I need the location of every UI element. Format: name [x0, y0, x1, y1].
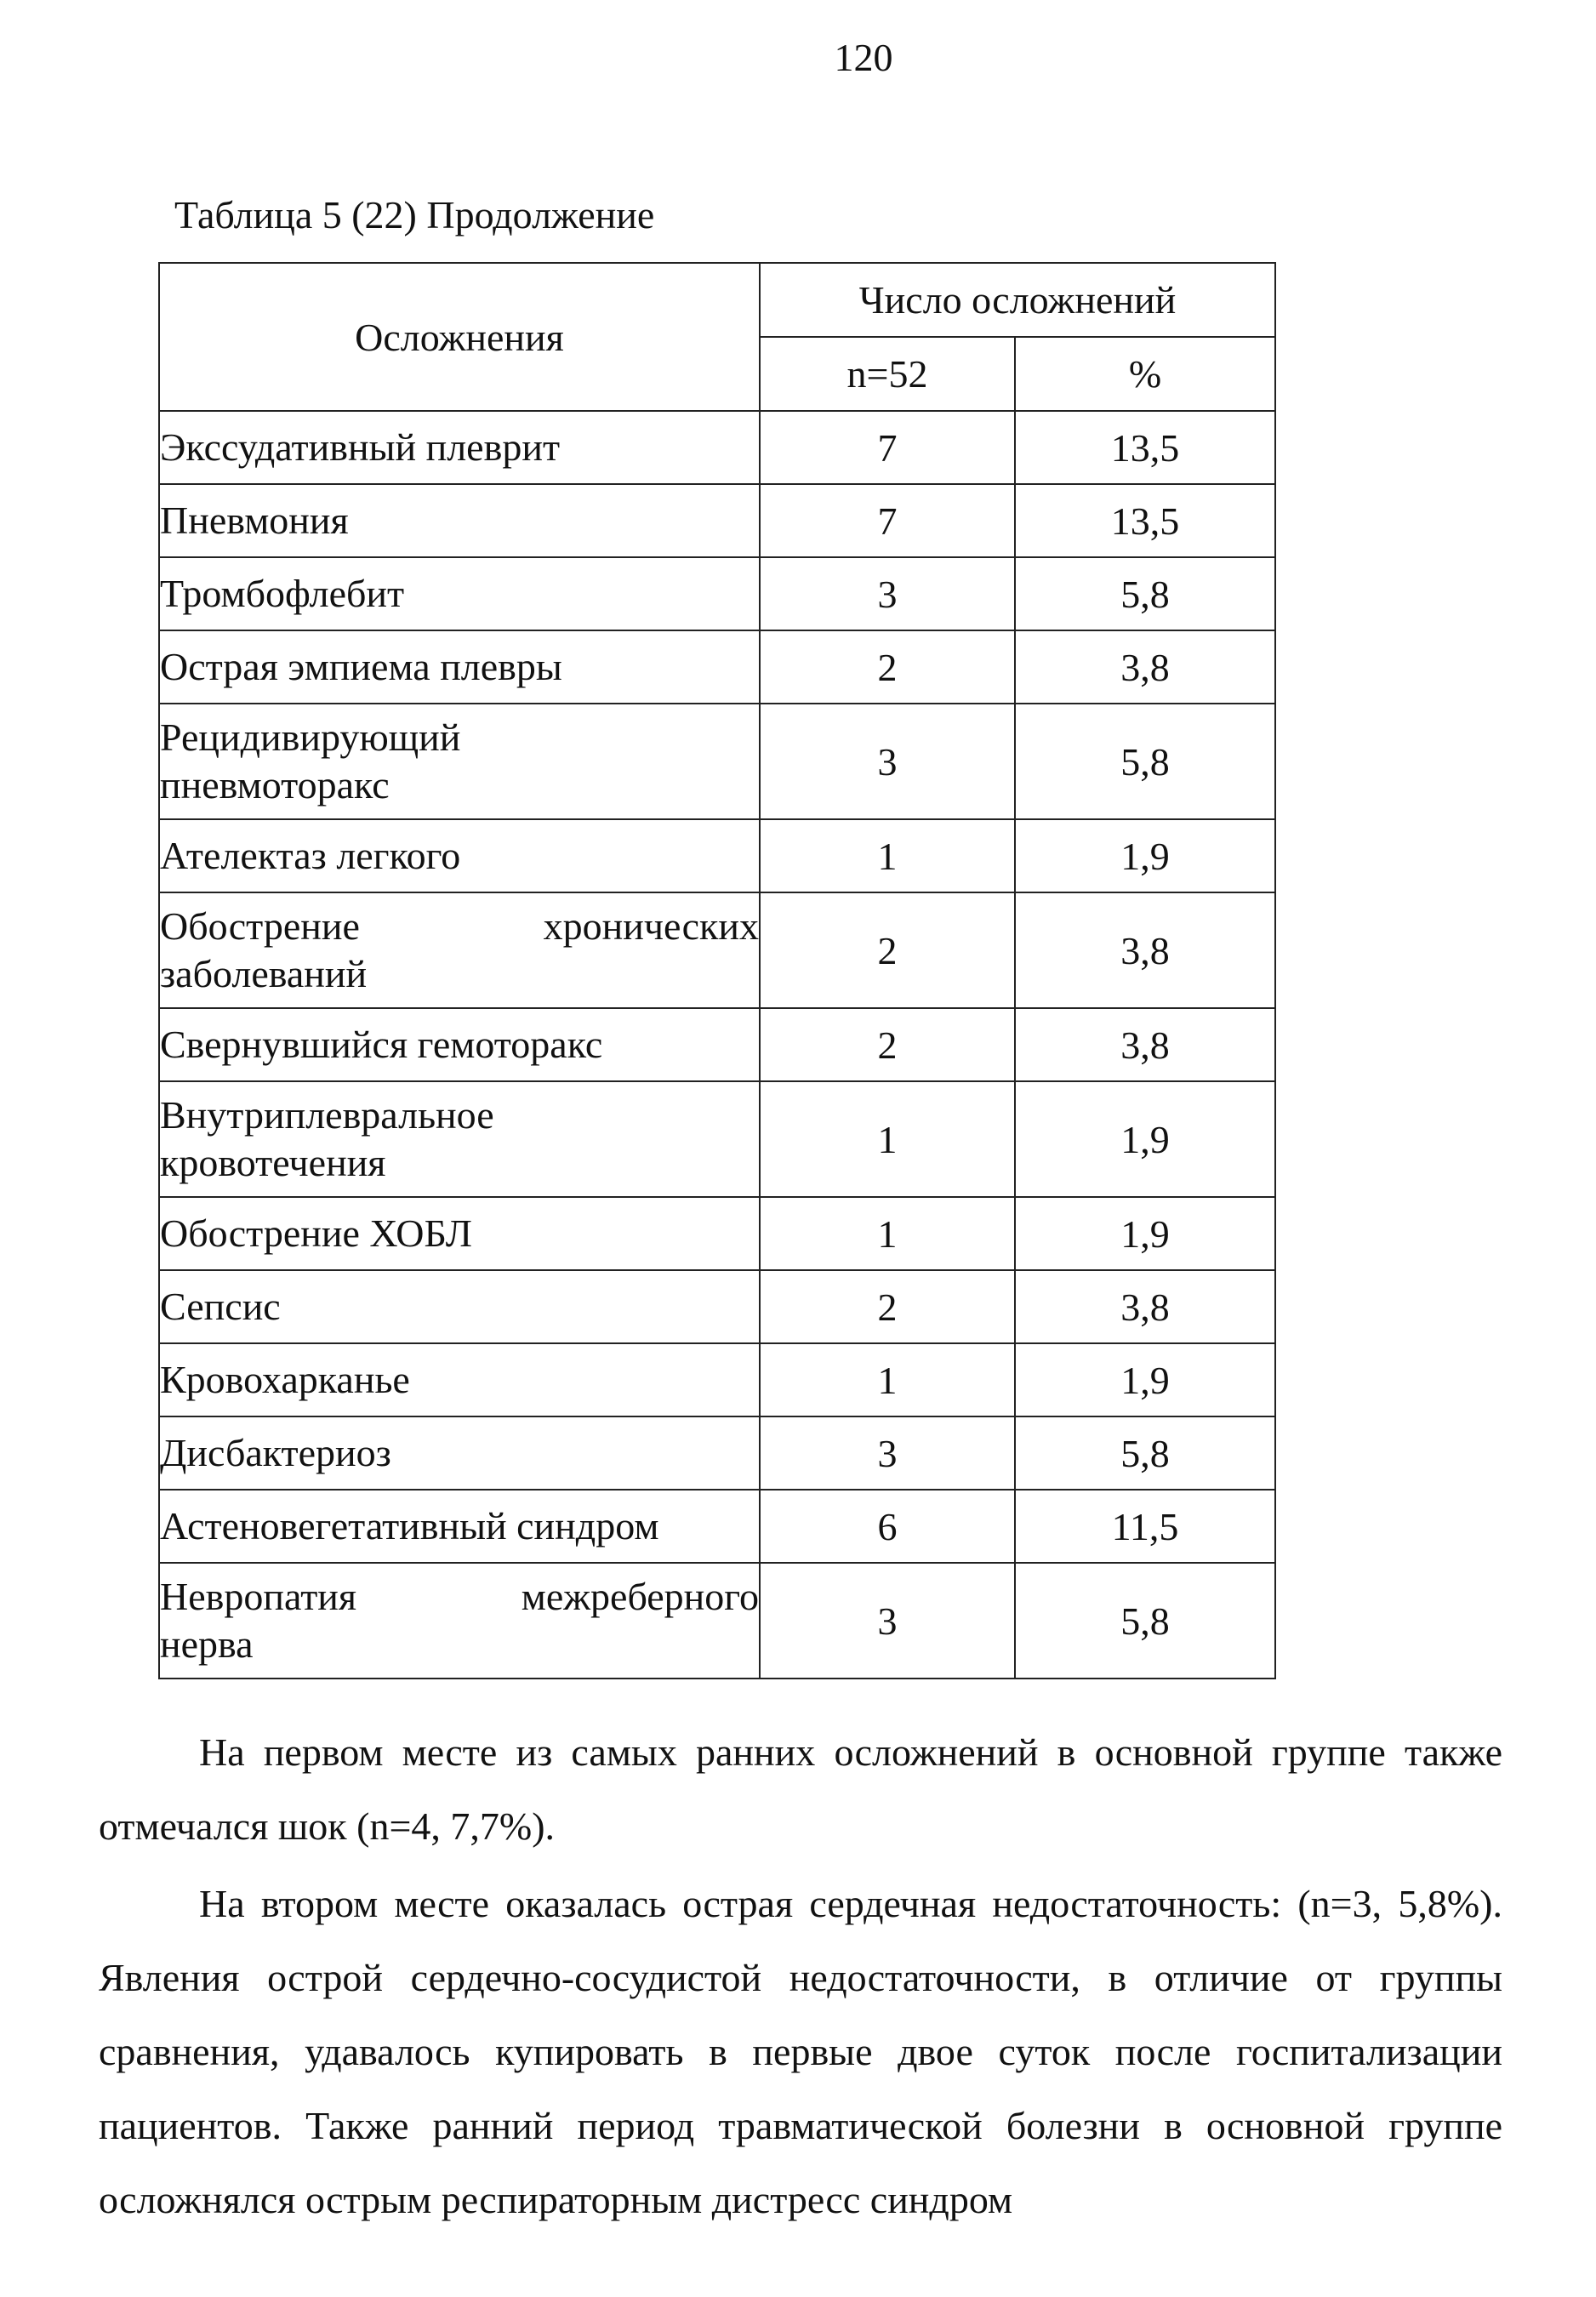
body-paragraph: На первом месте из самых ранних осложнений в основной группе также отмечался шок (n=4, 7,7%). — [99, 1730, 1502, 1848]
table-row — [159, 819, 1275, 892]
complication-name: Острая эмпиема плевры — [159, 630, 760, 704]
complication-count: 1 — [760, 819, 1015, 892]
complication-name: Кровохарканье — [159, 1343, 760, 1416]
table-row — [159, 892, 1275, 1008]
complication-name: Сепсис — [159, 1270, 760, 1343]
complication-name-line: пневмоторакс — [160, 763, 390, 807]
complication-percent: 13,5 — [1015, 411, 1275, 484]
complication-name — [159, 704, 760, 819]
complication-name-line: Невропатия межреберного — [160, 1575, 759, 1618]
complication-count: 2 — [760, 1270, 1015, 1343]
table-row — [159, 704, 1275, 819]
complication-percent: 1,9 — [1015, 1343, 1275, 1416]
table-row — [159, 411, 1275, 484]
complication-name-line: Внутриплевральное — [160, 1093, 494, 1137]
complication-name: Свернувшийся гемоторакс — [159, 1008, 760, 1081]
complication-percent: 3,8 — [1015, 1008, 1275, 1081]
complication-name: Дисбактериоз — [159, 1416, 760, 1490]
complication-name: Ателектаз легкого — [159, 819, 760, 892]
table-row — [159, 1270, 1275, 1343]
complication-count: 7 — [760, 484, 1015, 557]
table-row — [159, 1343, 1275, 1416]
complication-count: 1 — [760, 1081, 1015, 1197]
complication-name-line: кровотечения — [160, 1141, 386, 1184]
complication-count: 2 — [760, 892, 1015, 1008]
header-n: n=52 — [760, 337, 1015, 411]
complication-name — [159, 1563, 760, 1679]
table-row — [159, 1197, 1275, 1270]
table-row — [159, 484, 1275, 557]
complication-name-line: заболеваний — [160, 952, 368, 995]
header-complication-count: Число осложнений — [760, 263, 1275, 337]
header-complications: Осложнения — [159, 263, 760, 411]
complication-percent: 5,8 — [1015, 1563, 1275, 1679]
complication-count: 3 — [760, 557, 1015, 630]
table-row — [159, 1416, 1275, 1490]
complication-percent: 5,8 — [1015, 1416, 1275, 1490]
complication-percent: 1,9 — [1015, 1197, 1275, 1270]
complication-name — [159, 892, 760, 1008]
complication-percent: 13,5 — [1015, 484, 1275, 557]
complication-name-line: Рецидивирующий — [160, 715, 461, 759]
complication-name: Астеновегетативный синдром — [159, 1490, 760, 1563]
complication-count: 3 — [760, 704, 1015, 819]
complication-name: Экссудативный плеврит — [159, 411, 760, 484]
complication-count: 6 — [760, 1490, 1015, 1563]
table-row — [159, 557, 1275, 630]
complication-count: 7 — [760, 411, 1015, 484]
table-row — [159, 1081, 1275, 1197]
page-number: 120 — [834, 36, 893, 79]
table-row — [159, 1008, 1275, 1081]
complication-name-line: нерва — [160, 1622, 254, 1666]
complication-percent: 3,8 — [1015, 1270, 1275, 1343]
header-percent: % — [1015, 337, 1275, 411]
complication-count: 3 — [760, 1416, 1015, 1490]
complication-name: Пневмония — [159, 484, 760, 557]
complication-percent: 1,9 — [1015, 819, 1275, 892]
complication-count: 3 — [760, 1563, 1015, 1679]
complication-percent: 5,8 — [1015, 704, 1275, 819]
complication-count: 1 — [760, 1343, 1015, 1416]
complication-percent: 11,5 — [1015, 1490, 1275, 1563]
complication-percent: 5,8 — [1015, 557, 1275, 630]
table-row — [159, 630, 1275, 704]
body-paragraph: На втором месте оказалась острая сердечная недостаточность: (n=3, 5,8%). Явления острой сердечно-сосудистой недостаточности, в отличие от группы сравнения, удавалось купировать в первые двое суток после госпитализации пациентов. Также ранний период травматической болезни в основной группе осложнялся острым респираторным дистресс синдром — [99, 1882, 1502, 2221]
complication-name — [159, 1081, 760, 1197]
complication-count: 2 — [760, 1008, 1015, 1081]
complication-name: Обострение ХОБЛ — [159, 1197, 760, 1270]
complication-percent: 3,8 — [1015, 892, 1275, 1008]
table-row — [159, 1563, 1275, 1679]
complication-name: Тромбофлебит — [159, 557, 760, 630]
table-caption: Таблица 5 (22) Продолжение — [174, 193, 655, 237]
complication-percent: 1,9 — [1015, 1081, 1275, 1197]
complication-percent: 3,8 — [1015, 630, 1275, 704]
table-row — [159, 1490, 1275, 1563]
complication-count: 2 — [760, 630, 1015, 704]
complication-count: 1 — [760, 1197, 1015, 1270]
complication-name-line: Обострение хронических — [160, 904, 759, 948]
complications-table — [158, 262, 1276, 1679]
